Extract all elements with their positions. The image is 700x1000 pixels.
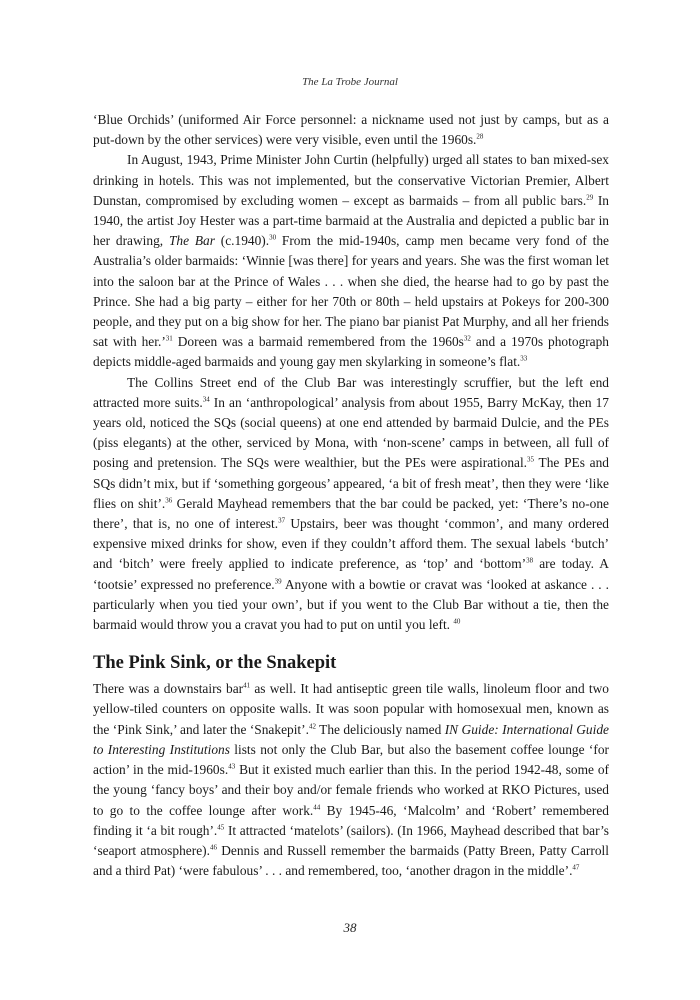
text-run: In August, 1943, Prime Minister John Curtin (helpfully) urged all states to ban mixed-sex drinking in hotels. This was not implemented, but the conservative Victorian Premier, Albert Dunstan, compromised by excluding women – except as barmaids – from all public bars. [93,152,609,208]
text-run: as well. It had antiseptic green tile walls, linoleum floor and two yellow-tiled counters on opposite walls. It was soon popular with homosexual men, known as the ‘Pink Sink,’ and later the ‘Snakepit’. [93,681,609,737]
footnote-ref-29[interactable]: 29 [586,193,594,202]
footnote-ref-28[interactable]: 28 [476,132,484,141]
text-run: It attracted ‘matelots’ (sailors). (In 1966, Mayhead described that bar’s ‘seaport atmosphere). [93,822,609,858]
footnote-ref-30[interactable]: 30 [269,233,277,242]
paragraph-3 [93,373,609,636]
text-run: In an ‘anthropological’ analysis from about 1955, Barry McKay, then 17 years old, noticed the SQs (social queens) at one end attended by barmaid Dulcie, and the PEs (piss elegants) at the other, serviced by Mona, with ‘non-scene’ camps in between, all full of posing and pretension. The SQs were wealthier, but the PEs were aspirational. [93,394,609,471]
footnote-ref-36[interactable]: 36 [165,496,173,505]
article-body [93,110,609,881]
work-title: IN Guide: International Guide to Interesting Institutions [93,721,609,757]
text-run: By 1945-46, ‘Malcolm’ and ‘Robert’ remembered finding it ‘a bit rough’. [93,802,609,838]
text-run: The deliciously named [315,721,445,737]
footnote-ref-47[interactable]: 47 [572,863,580,872]
text-run: are today. A ‘tootsie’ expressed no preference. [93,556,609,592]
text-run: The PEs and SQs didn’t mix, but if ‘something gorgeous’ appeared, ‘a bit of fresh meat’, then they were ‘like flies on shit’. [93,455,610,511]
text-run: ‘Blue Orchids’ (uniformed Air Force personnel: a nickname used not just by camps, but as a put-down by the other services) were very visible, even until the 1960s. [93,112,609,148]
work-title: The Bar [168,233,215,249]
footnote-ref-42[interactable]: 42 [308,722,316,731]
text-run: Anyone with a bowtie or cravat was ‘looked at askance . . . particularly when you tied your own’, but if you went to the Club Bar without a tie, then the barmaid would throw you a cravat you had to put on until you left. [93,576,609,633]
text-run: lists not only the Club Bar, but also the basement coffee lounge ‘for action’ in the mid-1960s. [93,741,609,778]
running-head: The La Trobe Journal [302,76,398,88]
paragraph-1 [93,110,609,150]
footnote-ref-45[interactable]: 45 [217,823,225,832]
footnote-ref-32[interactable]: 32 [463,334,471,343]
text-run: The Collins Street end of the Club Bar was interestingly scruffier, but the left end attracted more suits. [93,374,609,410]
text-run: From the mid-1940s, camp men became very fond of the Australia’s older barmaids: ‘Winnie [was there] for years and years. She was the first woman let into the saloon bar at the Prince of Wales . . . when she died, the hearse had to go by past the Prince. She had a big party – either for her 70th or 80th – held upstairs at Pokeys for 200-300 people, and they put on a big show for her. The piano bar pianist Pat Murphy, and all her friends sat with her.’ [93,233,609,350]
text-run: Gerald Mayhead remembers that the bar could be packed, yet: ‘There’s no-one there’, that is, no one of interest. [93,495,610,532]
text-run: and a 1970s photograph depicts middle-aged barmaids and young gay men skylarking in someone’s flat. [93,334,610,370]
text-run: In 1940, the artist Joy Hester was a part-time barmaid at the Australia and depicted a public bar in her drawing, [93,192,609,249]
footnote-ref-43[interactable]: 43 [228,762,236,771]
section-heading: The Pink Sink, or the Snakepit [93,653,337,674]
footnote-ref-35[interactable]: 35 [527,455,535,464]
page-number: 38 [343,920,357,935]
text-run: Upstairs, beer was thought ‘common’, and many ordered expensive mixed drinks for show, even if they couldn’t afford them. The sexual labels ‘butch’ and ‘bitch’ were freely applied to indicate preference, as ‘top’ and ‘bottom’ [93,516,609,572]
footnote-ref-41[interactable]: 41 [243,681,251,690]
footnote-ref-31[interactable]: 31 [165,334,173,343]
text-run: Doreen was a barmaid remembered from the 1960s [172,334,464,350]
footnote-ref-38[interactable]: 38 [526,557,534,565]
footnote-ref-40[interactable]: 40 [453,617,461,626]
footnote-ref-34[interactable]: 34 [202,395,210,404]
text-run: Dennis and Russell remember the barmaids (Patty Breen, Patty Carroll and a third Pat) ‘were fabulous’ . . . and remembered, too, ‘another dragon in the middle’. [93,842,609,879]
paragraph-4 [93,679,609,881]
footnote-ref-37[interactable]: 37 [278,516,286,525]
text-run: There was a downstairs bar [93,681,244,697]
footnote-ref-46[interactable]: 46 [209,843,217,852]
footnote-ref-44[interactable]: 44 [313,803,321,812]
footnote-ref-39[interactable]: 39 [274,577,282,586]
paragraph-2 [93,150,609,372]
text-run: But it existed much earlier than this. In the period 1942-48, some of the young ‘fancy boys’ and their boy and/or female friends who worked at RKO Pictures, used to go to the coffee lounge after work. [93,762,610,818]
text-run: (c.1940). [214,233,270,249]
footnote-ref-33[interactable]: 33 [520,354,528,363]
